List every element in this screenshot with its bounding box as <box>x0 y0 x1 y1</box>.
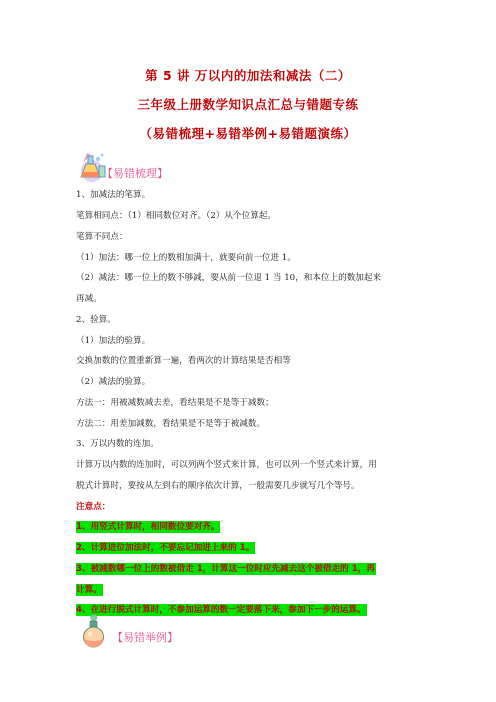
highlighted-note: 1、用竖式计算时，相同数位要对齐。 <box>76 522 220 532</box>
body-line: 3、万以内数的连加。 <box>76 439 159 449</box>
note-line <box>76 521 220 533</box>
note-line <box>76 604 367 616</box>
page-title: 第 5 讲 万以内的加法和减法（二） <box>145 68 351 83</box>
body-line: 方法二：用差加减数，看结果是不是等于被减数。 <box>76 419 266 429</box>
section-label: 【易错举例】 <box>112 631 178 644</box>
page-subtitle: 三年级上册数学知识点汇总与错题专练 <box>137 97 359 112</box>
body-line: （2）减法：哪一位上的数不够减，要从前一位退 1 当 10，和本位上的数加起来 <box>76 273 382 283</box>
body-line: 方法一：用被减数减去差，看结果是不是等于减数； <box>76 398 274 408</box>
note-line <box>76 563 376 575</box>
body-line: 脱式计算时，要按从左到右的顺序依次计算，一般需要几步就写几个等号。 <box>76 481 360 491</box>
body-line: （1）加法：哪一位上的数相加满十，就要向前一位进 1。 <box>76 253 296 263</box>
highlighted-note: 4、在进行脱式计算时，不参加运算的数一定要落下来，参加下一步的运算。 <box>76 605 366 615</box>
body-line: 笔算相同点：（1）相同数位对齐。（2）从个位算起。 <box>76 211 276 221</box>
body-line: 1、加减法的笔算。 <box>76 190 151 200</box>
section-label: 【易错梳理】 <box>102 167 168 180</box>
body-line: 计算万以内数的连加时，可以列两个竖式来计算，也可以列一个竖式来计算，用 <box>76 460 377 470</box>
body-line: （1）加法的验算。 <box>76 336 151 346</box>
highlighted-note: 3、被减数哪一位上的数被借走 1，计算这一位时应先减去这个被借走的 1，再 <box>76 564 375 574</box>
note-line <box>76 584 103 596</box>
note-title: 注意点： <box>76 502 111 512</box>
body-line: 再减。 <box>76 294 102 304</box>
body-line: 笔算不同点： <box>76 232 128 242</box>
page-subtitle-note: （易错梳理+易错举例+易错题演练） <box>139 126 357 141</box>
note-line <box>76 542 255 554</box>
body-line: （2）减法的验算。 <box>76 377 151 387</box>
body-line: 2、验算。 <box>76 315 116 325</box>
potion-bottle-icon <box>78 614 110 650</box>
highlighted-note: 计算。 <box>76 585 102 595</box>
body-line: 交换加数的位置重新算一遍，看两次的计算结果是否相等 <box>76 356 291 366</box>
highlighted-note: 2、计算进位加法时，不要忘记加进上来的 1。 <box>76 543 255 553</box>
